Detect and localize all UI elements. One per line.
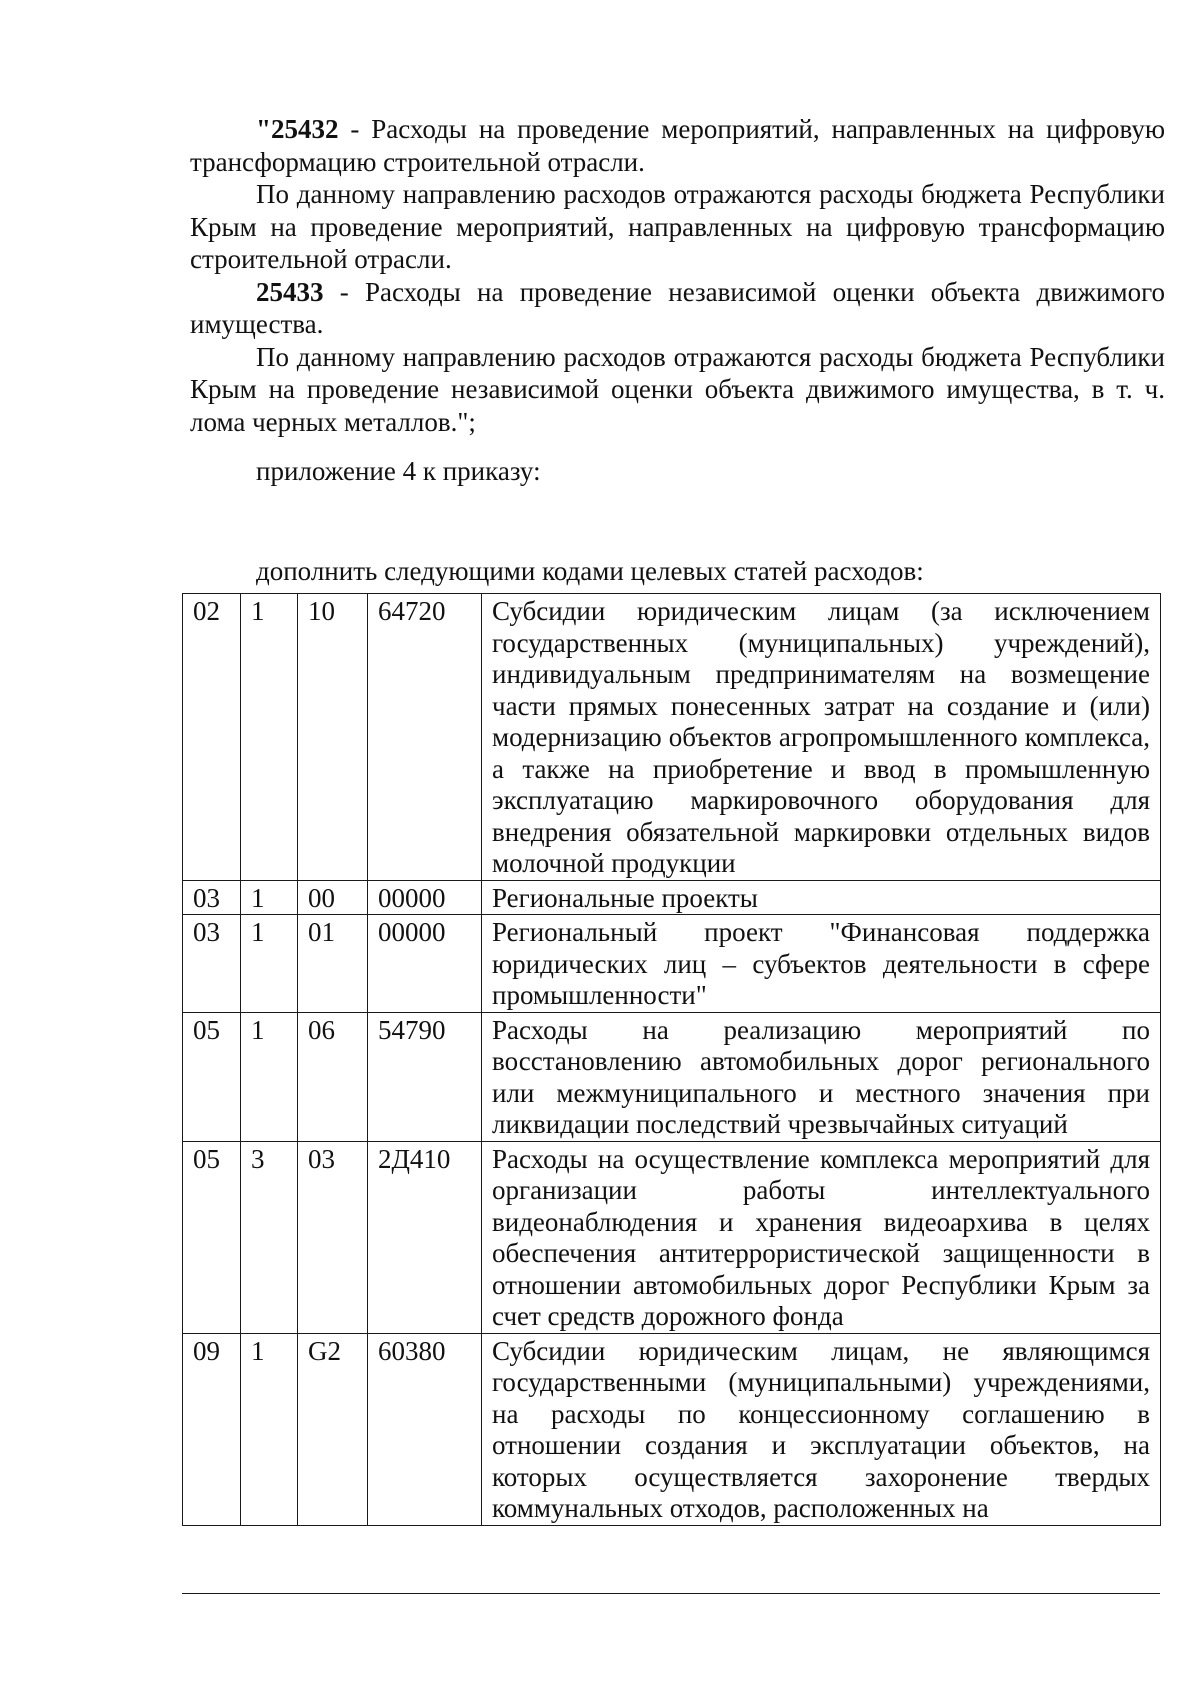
code-direction: 00000 bbox=[368, 880, 482, 915]
code-description: Расходы на реализацию мероприятий по восстановлению автомобильных дорог регионального или межмуниципального и местного значения при ликвидации последствий чрезвычайных ситуаций bbox=[482, 1012, 1161, 1141]
code-event: 06 bbox=[298, 1012, 368, 1141]
appendix-heading: приложение 4 к приказу: bbox=[256, 456, 541, 486]
code-description: Региональные проекты bbox=[482, 880, 1161, 915]
code-event: G2 bbox=[298, 1333, 368, 1525]
code-direction: 2Д410 bbox=[368, 1141, 482, 1333]
appendix-heading-block bbox=[190, 455, 1165, 488]
code-description: Субсидии юридическим лицам, не являющимся государственными (муниципальными) учреждениями, на расходы по концессионному соглашению в отношении создания и эксплуатации объектов, на которых осуществляется захоронение твердых коммунальных отходов, расположенных на bbox=[482, 1333, 1161, 1525]
table-row bbox=[183, 1141, 1161, 1333]
codes-table bbox=[182, 593, 1161, 1526]
code-description: Субсидии юридическим лицам (за исключением государственных (муниципальных) учреждений), индивидуальным предпринимателям на возмещение части прямых понесенных затрат на создание и (или) модернизацию объектов агропромышленного комплекса, а также на приобретение и ввод в промышленную эксплуатацию маркировочного оборудования для внедрения обязательной маркировки отдельных видов молочной продукции bbox=[482, 594, 1161, 881]
table-bottom-edge bbox=[182, 1593, 1160, 1594]
paragraph-25432-text: - Расходы на проведение мероприятий, направленных на цифровую трансформацию строительной отрасли. bbox=[190, 114, 1165, 177]
code-direction: 00000 bbox=[368, 915, 482, 1013]
code-25432: "25432 bbox=[256, 114, 339, 144]
table-row bbox=[183, 1333, 1161, 1525]
code-event: 10 bbox=[298, 594, 368, 881]
code-direction: 60380 bbox=[368, 1333, 482, 1525]
code-event: 03 bbox=[298, 1141, 368, 1333]
code-program: 02 bbox=[183, 594, 241, 881]
code-25433: 25433 bbox=[256, 276, 324, 307]
code-subprogram: 1 bbox=[241, 880, 298, 915]
code-program: 03 bbox=[183, 880, 241, 915]
table-intro: дополнить следующими кодами целевых статей расходов: bbox=[256, 556, 924, 586]
table-row bbox=[183, 915, 1161, 1013]
paragraph-25432 bbox=[190, 113, 1165, 178]
paragraph-25433-description: По данному направлению расходов отражаются расходы бюджета Республики Крым на проведение независимой оценки объекта движимого имущества, в т. ч. лома черных металлов."; bbox=[190, 341, 1165, 437]
code-subprogram: 1 bbox=[241, 915, 298, 1013]
code-program: 05 bbox=[183, 1141, 241, 1333]
code-subprogram: 1 bbox=[241, 1333, 298, 1525]
code-subprogram: 1 bbox=[241, 594, 298, 881]
code-program: 03 bbox=[183, 915, 241, 1013]
paragraph-25433 bbox=[190, 276, 1165, 341]
code-description: Региональный проект "Финансовая поддержка юридических лиц – субъектов деятельности в сфере промышленности" bbox=[482, 915, 1161, 1013]
code-event: 00 bbox=[298, 880, 368, 915]
code-direction: 54790 bbox=[368, 1012, 482, 1141]
code-subprogram: 3 bbox=[241, 1141, 298, 1333]
codes-table-viewport bbox=[175, 590, 1175, 1595]
code-program: 05 bbox=[183, 1012, 241, 1141]
table-row bbox=[183, 880, 1161, 915]
code-event: 01 bbox=[298, 915, 368, 1013]
paragraph-25432-description: По данному направлению расходов отражаются расходы бюджета Республики Крым на проведение мероприятий, направленных на цифровую трансформацию строительной отрасли. bbox=[190, 179, 1165, 274]
table-intro-block bbox=[190, 555, 1165, 588]
code-description: Расходы на осуществление комплекса мероприятий для организации работы интеллектуального видеонаблюдения и хранения видеоархива в целях обеспечения антитеррористической защищенности в отношении автомобильных дорог Республики Крым за счет средств дорожного фонда bbox=[482, 1141, 1161, 1333]
intro-block bbox=[190, 113, 1165, 438]
table-row bbox=[183, 594, 1161, 881]
paragraph-25433-text: - Расходы на проведение независимой оценки объекта движимого имущества. bbox=[190, 276, 1165, 339]
code-subprogram: 1 bbox=[241, 1012, 298, 1141]
code-program: 09 bbox=[183, 1333, 241, 1525]
table-row bbox=[183, 1012, 1161, 1141]
code-direction: 64720 bbox=[368, 594, 482, 881]
